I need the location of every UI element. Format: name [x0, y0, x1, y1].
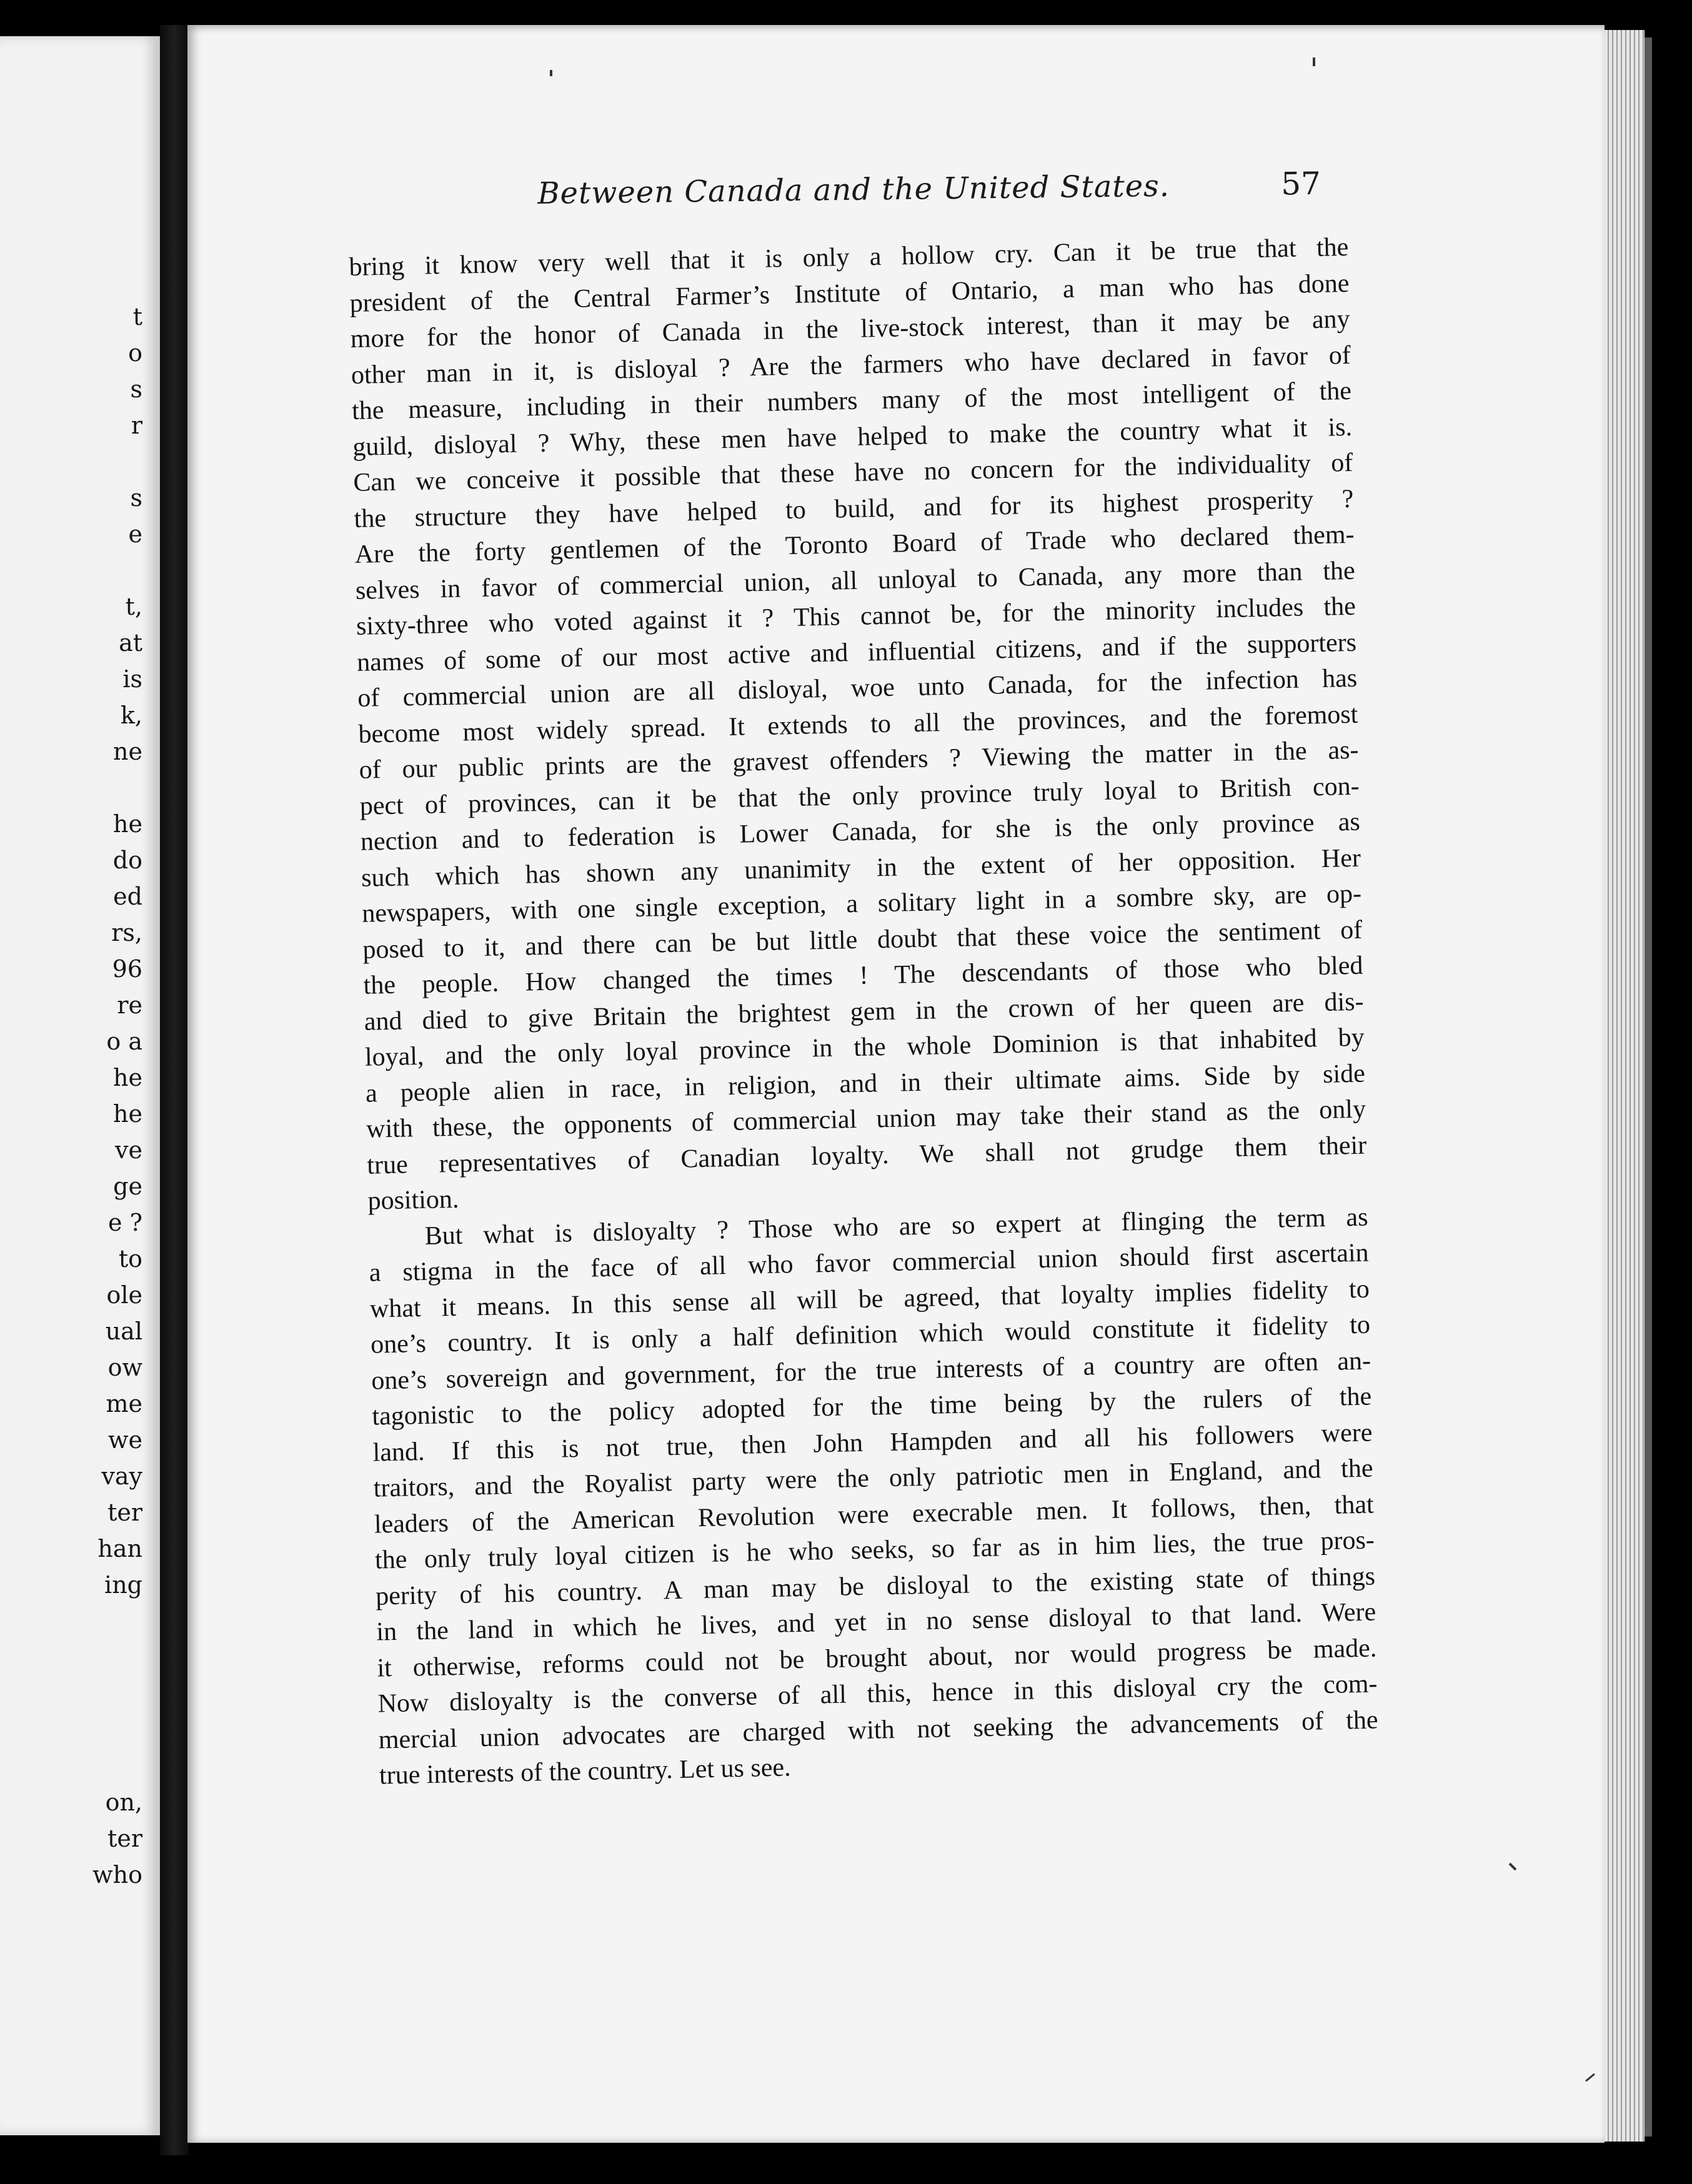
previous-page-fragment: ow	[107, 1354, 142, 1381]
text-line: land. If this is not true, then John Hampden and all his followers were	[372, 1418, 1373, 1467]
text-line: what it means. In this sense all will be agreed, that loyalty implies fidelity to	[369, 1274, 1370, 1324]
previous-page-fragment: ed	[113, 883, 142, 910]
running-title: Between Canada and the United States.	[537, 168, 1170, 211]
margin-mark	[550, 70, 552, 76]
text-line: one’s country. It is only a half definition which would constitute it fidelity to	[370, 1310, 1371, 1359]
text-line: one’s sovereign and government, for the true interests of a country are often an-	[371, 1346, 1371, 1396]
previous-page-edge	[0, 36, 162, 2135]
text-line: the structure they have helped to build, and for its highest prosperity ?	[354, 484, 1354, 534]
text-line: the people. How changed the times ! The descendants of those who bled	[363, 951, 1363, 1000]
previous-page-fragment: t,	[125, 593, 142, 620]
previous-page-fragment	[80, 1639, 142, 1675]
previous-page-fragment: we	[107, 1426, 142, 1454]
text-line: in the land in which he lives, and yet in no sense disloyal to that land. Were	[376, 1597, 1376, 1647]
text-line: bring it know very well that it is only a hollow cry. Can it be true that the	[349, 232, 1349, 282]
text-line: and died to give Britain the brightest gem in the crown of her queen are dis-	[364, 987, 1364, 1036]
text-line: leaders of the American Revolution were execrable men. It follows, then, that	[374, 1489, 1375, 1539]
previous-page-fragment: s	[130, 375, 142, 403]
text-line: pect of provinces, can it be that the only province truly loyal to British con-	[359, 772, 1360, 821]
previous-page-fragment: re	[117, 991, 142, 1019]
previous-page-fragment: he	[113, 810, 142, 838]
previous-page-fragment: to	[118, 1245, 142, 1273]
previous-page-fragment	[80, 552, 142, 588]
previous-page-fragment: ter	[107, 1499, 142, 1526]
page-stack-edges	[1605, 30, 1645, 2142]
text-line: posed to it, and there can be but little doubt that these voice the sentiment of	[362, 915, 1363, 965]
previous-page-fragment: he	[113, 1064, 142, 1091]
text-line: tagonistic to the policy adopted for the time being by the rulers of the	[372, 1382, 1372, 1431]
text-line: of our public prints are the gravest offenders ? Viewing the matter in the as-	[359, 735, 1359, 785]
previous-page-fragment: do	[112, 846, 142, 874]
previous-page-fragment: o a	[106, 1028, 142, 1055]
previous-page-fragment: me	[106, 1390, 142, 1417]
page-body-text	[349, 230, 1379, 1794]
text-line: traitors, and the Royalist party were the only patriotic men in England, and the	[373, 1454, 1373, 1503]
previous-page-fragment: is	[122, 665, 142, 693]
text-line: sixty-three who voted against it ? This cannot be, for the minority includes the	[356, 592, 1356, 641]
previous-page-fragment: e	[128, 520, 142, 548]
text-line: perity of his country. A man may be disloyal to the existing state of things	[375, 1561, 1376, 1611]
previous-page-fragment: s	[130, 484, 142, 512]
previous-page-fragment: k,	[120, 702, 142, 729]
text-line: such which has shown any unanimity in the extent of her opposition. Her	[361, 843, 1361, 893]
margin-mark	[1313, 57, 1315, 66]
text-line: a people alien in race, in religion, and in their ultimate aims. Side by side	[365, 1059, 1366, 1108]
text-line: the measure, including in their numbers many of the most intelligent of the	[351, 376, 1352, 425]
text-line: names of some of our most active and influential citizens, and if the supporters	[356, 628, 1357, 677]
previous-page-fragment: 96	[112, 955, 142, 983]
previous-page-fragment	[80, 1712, 142, 1748]
previous-page-fragment	[80, 770, 142, 806]
text-line: Can we conceive it possible that these have no concern for the individuality of	[353, 448, 1353, 497]
text-line: loyal, and the only loyal province in the whole Dominion is that inhabited by	[364, 1023, 1365, 1072]
previous-page-fragment: t	[132, 303, 142, 330]
previous-page-fragment	[80, 444, 142, 480]
text-line: true representatives of Canadian loyalty. We shall not grudge them their	[366, 1131, 1367, 1180]
text-line: newspapers, with one single exception, a solitary light in a sombre sky, are op-	[361, 879, 1362, 928]
previous-page-text-fragments	[80, 299, 142, 1893]
previous-page-fragment: who	[92, 1861, 142, 1889]
text-line: nection and to federation is Lower Canada, for she is the only province as	[360, 807, 1361, 856]
text-line: a stigma in the face of all who favor commercial union should first ascertain	[369, 1238, 1370, 1288]
text-line: other man in it, is disloyal ? Are the farmers who have declared in favor of	[351, 340, 1351, 390]
previous-page-fragment: ge	[113, 1173, 142, 1200]
text-line: president of the Central Farmer’s Institute of Ontario, a man who has done	[349, 269, 1350, 318]
previous-page-fragment: on,	[105, 1789, 142, 1816]
previous-page-fragment	[80, 1675, 142, 1712]
previous-page-fragment: ual	[105, 1318, 142, 1345]
text-line: true interests of the country. Let us see.	[379, 1753, 791, 1790]
text-line: it otherwise, reforms could not be brought about, nor would progress be made.	[377, 1633, 1377, 1683]
previous-page-fragment: ve	[115, 1136, 142, 1164]
text-line: more for the honor of Canada in the live-stock interest, than it may be any	[350, 304, 1351, 354]
text-line: But what is disloyalty ? Those who are so expert at flinging the term as	[424, 1203, 1368, 1251]
previous-page-fragment: rs,	[111, 919, 142, 946]
previous-page-fragment: ole	[106, 1281, 142, 1309]
text-line: position.	[367, 1184, 459, 1216]
previous-page-fragment: ter	[107, 1825, 142, 1852]
previous-page-fragment: ne	[113, 738, 142, 765]
text-line: the only truly loyal citizen is he who seeks, so far as in him lies, the true pros-	[374, 1526, 1375, 1575]
page-stack-shadow	[1645, 37, 1652, 2137]
text-line: selves in favor of commercial union, all unloyal to Canada, any more than the	[355, 556, 1356, 605]
previous-page-fragment	[80, 1603, 142, 1639]
previous-page-fragment: ing	[104, 1571, 142, 1599]
book-gutter	[160, 25, 189, 2155]
text-line: Now disloyalty is the converse of all this, hence in this disloyal cry the com-	[377, 1669, 1378, 1719]
previous-page-fragment: han	[97, 1535, 142, 1562]
previous-page-fragment: vay	[101, 1462, 142, 1490]
previous-page-fragment: he	[113, 1100, 142, 1128]
text-line: mercial union advocates are charged with not seeking the advancements of the	[378, 1705, 1379, 1755]
previous-page-fragment: o	[128, 339, 142, 367]
text-line: with these, the opponents of commercial union may take their stand as the only	[366, 1094, 1366, 1144]
previous-page-fragment: e ?	[108, 1209, 142, 1236]
text-line: of commercial union are all disloyal, woe unto Canada, for the infection has	[357, 663, 1358, 713]
page-number: 57	[1280, 165, 1321, 202]
previous-page-fragment: r	[131, 412, 142, 439]
previous-page-fragment: at	[119, 629, 142, 657]
text-line: Are the forty gentlemen of the Toronto Board of Trade who declared them-	[354, 520, 1355, 569]
text-line: guild, disloyal ? Why, these men have helped to make the country what it is.	[352, 412, 1353, 462]
previous-page-fragment	[80, 1748, 142, 1784]
text-line: become most widely spread. It extends to all the provinces, and the foremost	[358, 700, 1358, 749]
